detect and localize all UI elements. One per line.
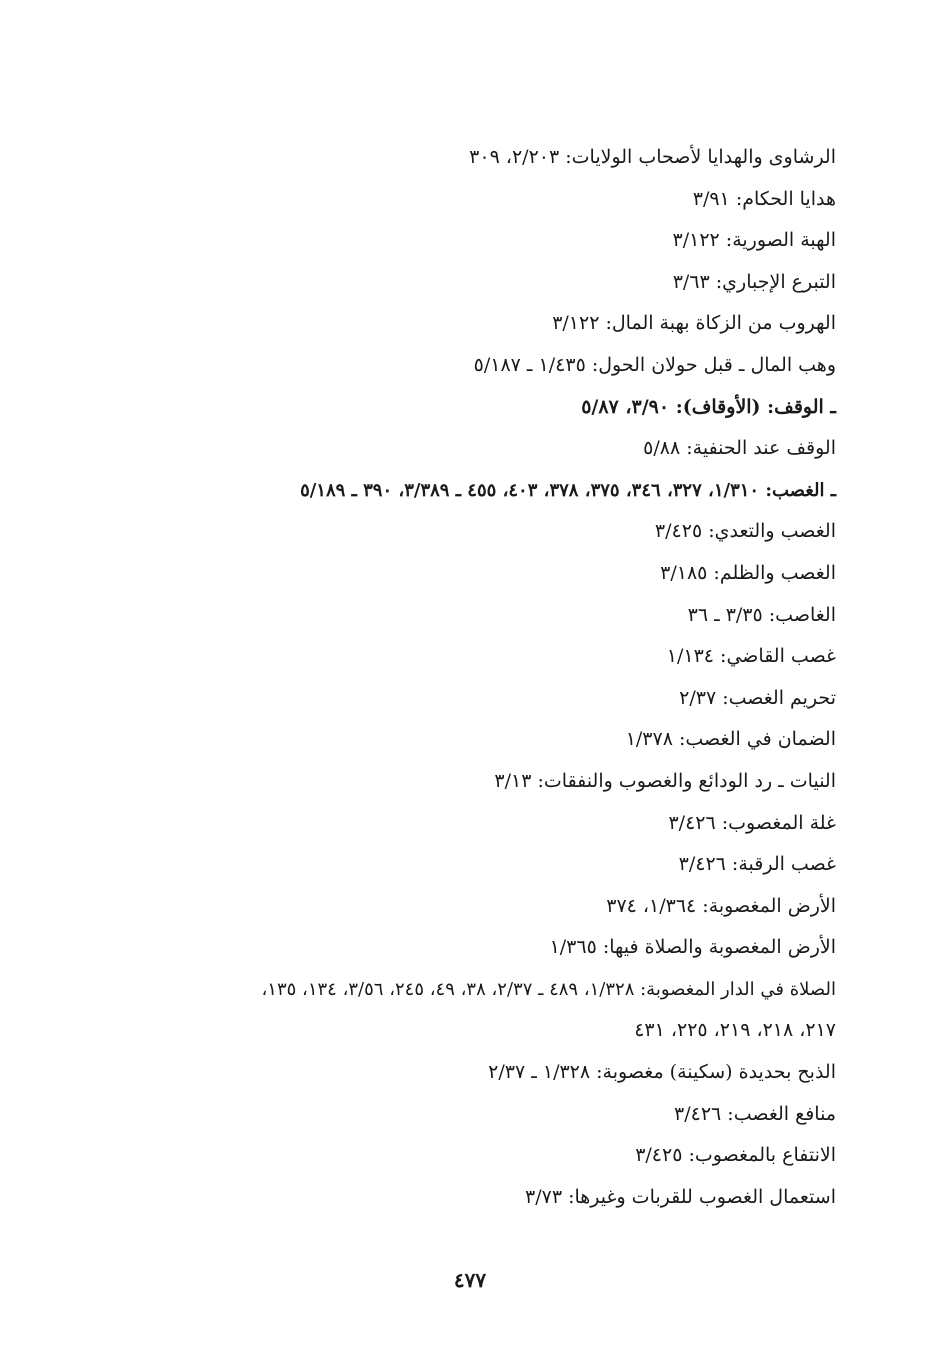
index-entry (136, 927, 836, 969)
page-number: ٤٧٧ (453, 1268, 487, 1292)
index-entry-text: الهروب من الزكاة بهبة المال: ٣/١٢٢ (552, 312, 836, 335)
index-entry (136, 179, 836, 221)
index-entry (136, 1135, 836, 1177)
index-entry (136, 595, 836, 637)
index-entry-continuation (136, 1010, 836, 1052)
index-entry (136, 137, 836, 179)
index-entry-text: الوقف عند الحنفية: ٥/٨٨ (643, 437, 836, 460)
index-entry (136, 220, 836, 262)
index-entry (136, 1052, 836, 1094)
index-heading-text: ـ الغصب: ١/٣١٠، ٣٢٧، ٣٤٦، ٣٧٥، ٣٧٨، ٤٠٣، ٤٥٥ ـ ٣/٣٨٩، ٣٩٠ ـ ٥/١٨٩ (300, 479, 836, 501)
index-entry (136, 511, 836, 553)
index-entry-text: الغاصب: ٣/٣٥ ـ ٣٦ (687, 603, 836, 626)
index-entry-text: منافع الغصب: ٣/٤٢٦ (674, 1102, 836, 1125)
index-entry-text: التبرع الإجباري: ٣/٦٣ (672, 270, 836, 293)
index-entry-text: وهب المال ـ قبل حولان الحول: ١/٤٣٥ ـ ٥/١٨٧ (473, 353, 836, 376)
index-heading-entry (136, 387, 836, 429)
index-entry-text: الانتفاع بالمغصوب: ٣/٤٢٥ (635, 1144, 836, 1167)
index-heading-text: ـ الوقف: (الأوقاف): ٣/٩٠، ٥/٨٧ (581, 395, 836, 418)
index-entry-text: غصب الرقبة: ٣/٤٢٦ (678, 853, 836, 876)
index-entry-text: الذبح بحديدة (سكينة) مغصوبة: ١/٣٢٨ ـ ٢/٣٧ (488, 1061, 836, 1084)
index-entry-text: غلة المغصوب: ٣/٤٢٦ (668, 811, 836, 834)
index-entry-text: الهبة الصورية: ٣/١٢٢ (672, 229, 836, 252)
index-entry (136, 678, 836, 720)
index-entry (136, 886, 836, 928)
index-entry (136, 844, 836, 886)
index-entry (136, 345, 836, 387)
index-entry-text: هدايا الحكام: ٣/٩١ (692, 187, 836, 210)
index-entry (136, 803, 836, 845)
index-entry (136, 761, 836, 803)
index-entry (136, 636, 836, 678)
index-entry-text: الضمان في الغصب: ١/٣٧٨ (625, 728, 836, 751)
index-entry (136, 303, 836, 345)
index-list (136, 137, 836, 1218)
index-entry (136, 1177, 836, 1219)
index-entry (136, 969, 836, 1011)
index-entry (136, 719, 836, 761)
index-entry-text: الغصب والتعدي: ٣/٤٢٥ (654, 520, 836, 543)
index-entry-text: الغصب والظلم: ٣/١٨٥ (660, 561, 836, 584)
index-entry-text: غصب القاضي: ١/١٣٤ (666, 645, 836, 668)
index-entry (136, 428, 836, 470)
index-entry (136, 553, 836, 595)
index-entry-text: النيات ـ رد الودائع والغصوب والنفقات: ٣/١٣ (494, 769, 836, 792)
index-entry-text: الأرض المغصوبة والصلاة فيها: ١/٣٦٥ (549, 936, 836, 959)
index-entry-text: ٢١٧، ٢١٨، ٢١٩، ٢٢٥، ٤٣١ (634, 1019, 836, 1042)
index-heading-entry (136, 470, 836, 512)
index-entry-text: الرشاوى والهدايا لأصحاب الولايات: ٢/٢٠٣، ٣٠٩ (469, 146, 836, 168)
index-entry-text: الصلاة في الدار المغصوبة: ١/٣٢٨، ٤٨٩ ـ ٢/٣٧، ٣٨، ٤٩، ٢٤٥، ٣/٥٦، ١٣٤، ١٣٥، (261, 978, 836, 1000)
index-entry-text: تحريم الغصب: ٢/٣٧ (679, 686, 836, 709)
index-entry (136, 1094, 836, 1136)
index-entry-text: الأرض المغصوبة: ١/٣٦٤، ٣٧٤ (606, 894, 836, 917)
index-entry-text: استعمال الغصوب للقربات وغيرها: ٣/٧٣ (525, 1185, 836, 1208)
index-entry (136, 262, 836, 304)
